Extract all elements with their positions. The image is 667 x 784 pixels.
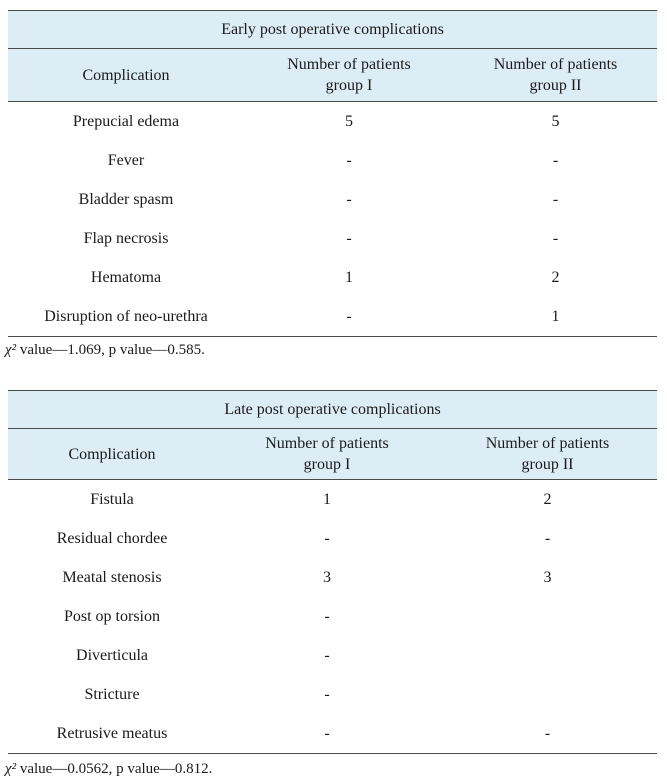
cell-group-2: - — [544, 529, 551, 547]
cell-group-2 — [438, 597, 657, 636]
chi-square-symbol: χ² — [5, 342, 17, 358]
cell-group-1: - — [324, 529, 330, 547]
cell-group-1: 5 — [345, 112, 353, 130]
table-row — [8, 102, 657, 142]
cell-group-1: - — [346, 229, 352, 247]
cell-complication: Meatal stenosis — [62, 568, 162, 586]
cell-group-1: - — [324, 607, 330, 625]
table-row — [8, 675, 657, 714]
cell-complication: Stricture — [84, 685, 140, 703]
cell-group-2 — [438, 636, 657, 675]
table-row — [8, 141, 657, 180]
cell-complication: Residual chordee — [56, 529, 168, 547]
cell-group-1: 3 — [323, 568, 331, 586]
cell-complication: Fistula — [90, 490, 134, 508]
cell-group-1: - — [216, 714, 438, 754]
cell-group-2: 5 — [551, 112, 560, 130]
cell-complication: Flap necrosis — [83, 229, 169, 247]
table-title-row — [8, 391, 657, 429]
table-row — [8, 597, 657, 636]
footnote-text: value—1.069, p value—0.585. — [16, 342, 205, 358]
cell-complication: Bladder spasm — [78, 190, 174, 208]
table-title: Early post operative complications — [8, 11, 657, 49]
cell-group-2: - — [552, 190, 559, 208]
table-row — [8, 558, 657, 597]
table-row — [8, 636, 657, 675]
table-header-row — [8, 429, 657, 480]
cell-group-1: - — [346, 190, 352, 208]
cell-group-1: 1 — [323, 490, 331, 508]
cell-complication: Diverticula — [76, 646, 148, 664]
table-row — [8, 219, 657, 258]
cell-group-2: 1 — [454, 297, 657, 337]
cell-complication: Disruption of neo-urethra — [8, 297, 244, 337]
column-header-group-1: Number of patients group I — [244, 49, 454, 102]
cell-complication: Fever — [107, 151, 145, 169]
table-row — [8, 519, 657, 558]
chi-square-symbol: χ² — [5, 761, 17, 777]
table-row — [8, 480, 657, 520]
table-header-row — [8, 49, 657, 102]
cell-group-2 — [438, 675, 657, 714]
cell-group-2: 2 — [551, 268, 560, 286]
column-header-group-2: Number of patients group II — [454, 49, 657, 102]
cell-group-1: 1 — [345, 268, 353, 286]
cell-group-1: - — [324, 685, 330, 703]
column-header-group-2: Number of patients group II — [438, 429, 657, 480]
table-row — [8, 714, 657, 754]
table-row — [8, 180, 657, 219]
column-header-group-1: Number of patients group I — [216, 429, 438, 480]
cell-group-2: - — [438, 714, 657, 754]
late-complications-table — [8, 390, 657, 754]
cell-group-1: - — [324, 646, 330, 664]
cell-group-2: 2 — [543, 490, 552, 508]
cell-complication: Post op torsion — [63, 607, 160, 625]
cell-group-2: - — [552, 229, 559, 247]
cell-group-1: - — [244, 297, 454, 337]
table-title-row — [8, 11, 657, 49]
cell-complication: Prepucial edema — [72, 112, 180, 130]
cell-group-2: - — [552, 151, 559, 169]
footnote-text: value—0.0562, p value—0.812. — [16, 761, 213, 777]
cell-complication: Retrusive meatus — [8, 714, 216, 754]
cell-group-2: 3 — [543, 568, 552, 586]
column-header-complication: Complication — [8, 429, 216, 480]
table-footnote — [5, 761, 212, 778]
table-footnote — [5, 342, 205, 359]
table-row — [8, 258, 657, 297]
cell-group-1: - — [346, 151, 352, 169]
cell-complication: Hematoma — [90, 268, 162, 286]
table-title: Late post operative complications — [8, 391, 657, 429]
table-row — [8, 297, 657, 337]
early-complications-table — [8, 10, 657, 337]
column-header-complication: Complication — [8, 49, 244, 102]
